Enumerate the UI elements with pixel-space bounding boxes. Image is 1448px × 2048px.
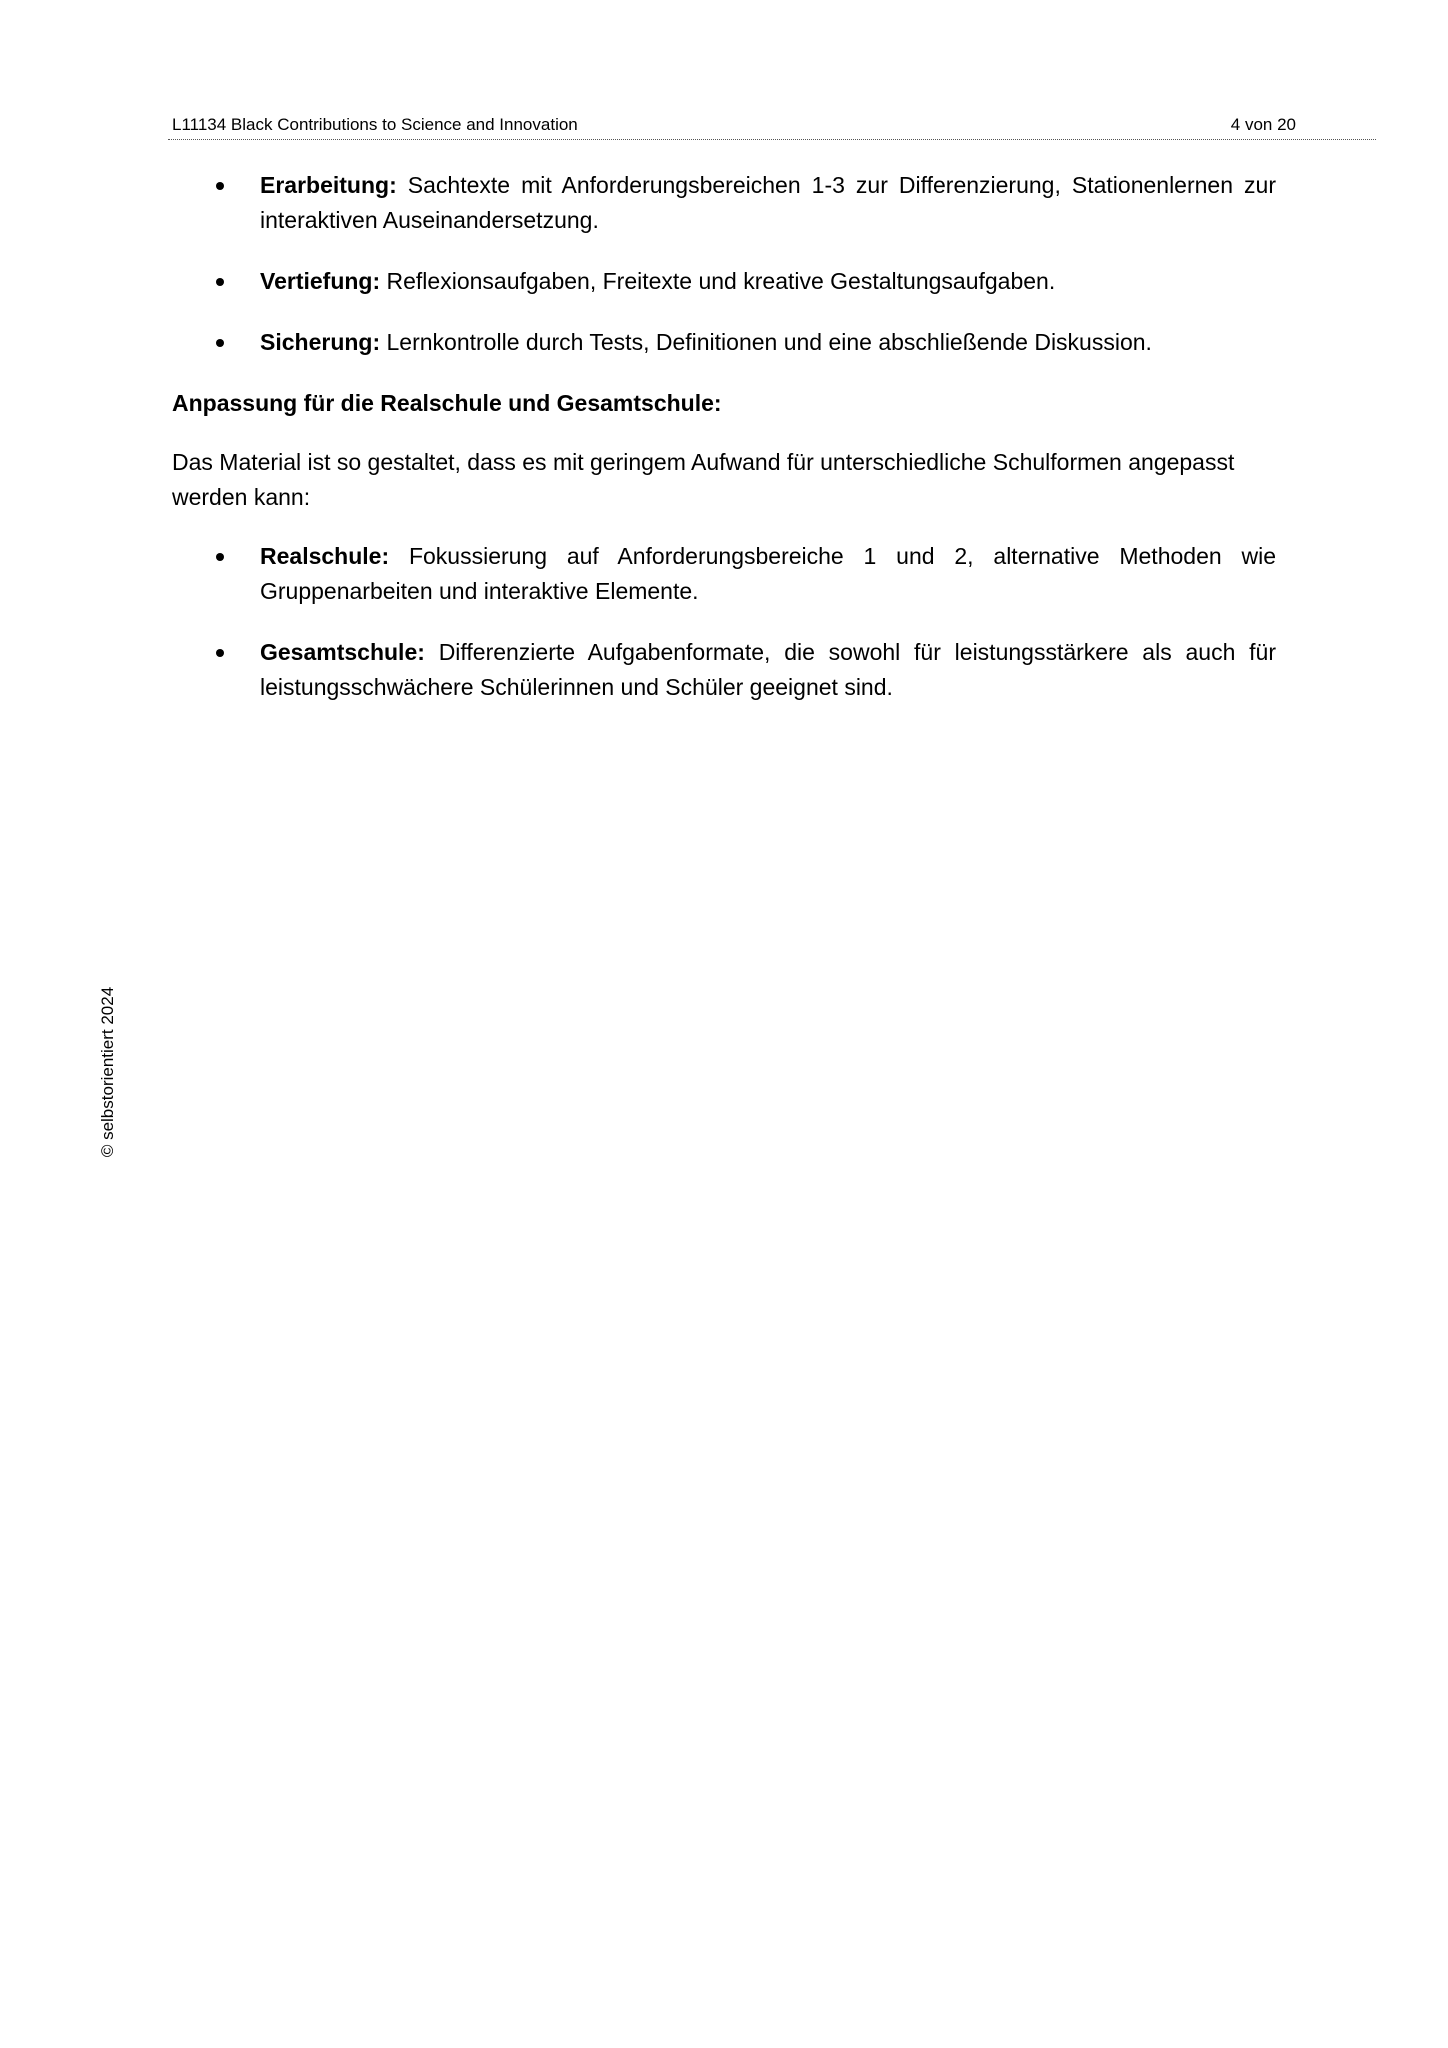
list-item-realschule <box>172 539 1276 609</box>
bullet-icon <box>216 182 224 190</box>
page-number: 4 von 20 <box>1230 115 1296 134</box>
list-item-erarbeitung <box>172 168 1276 238</box>
document-title: L11134 Black Contributions to Science and Innovation <box>172 115 578 134</box>
list-item-term: Realschule: <box>260 543 390 569</box>
bullet-icon <box>216 553 224 561</box>
list-item-vertiefung <box>172 264 1276 299</box>
section-heading: Anpassung für die Realschule und Gesamtschule: <box>172 390 722 416</box>
list-item-term: Vertiefung: <box>260 268 381 294</box>
list-item-text: Differenzierte Aufgabenformate, die sowohl für leistungsstärkere als auch für leistungsschwächere Schülerinnen und Schüler geeignet sind. <box>260 639 1276 700</box>
school-type-list <box>172 539 1276 705</box>
list-item-text: Lernkontrolle durch Tests, Definitionen und eine abschließende Diskussion. <box>380 329 1152 355</box>
bullet-icon <box>216 339 224 347</box>
list-item-term: Gesamtschule: <box>260 639 425 665</box>
page-header <box>168 115 1376 140</box>
list-item-sicherung <box>172 325 1276 360</box>
list-item-text: Reflexionsaufgaben, Freitexte und kreative Gestaltungsaufgaben. <box>380 268 1056 294</box>
list-item-term: Sicherung: <box>260 329 381 355</box>
phase-list <box>172 168 1276 360</box>
copyright-note: © selbstorientiert 2024 <box>98 986 117 1158</box>
list-item-gesamtschule <box>172 635 1276 705</box>
bullet-icon <box>216 278 224 286</box>
section-intro: Das Material ist so gestaltet, dass es mit geringem Aufwand für unterschiedliche Schulformen angepasst werden kann: <box>172 449 1235 510</box>
list-item-text: Sachtexte mit Anforderungsbereichen 1-3 zur Differenzierung, Stationenlernen zur interaktiven Auseinandersetzung. <box>260 172 1276 233</box>
bullet-icon <box>216 649 224 657</box>
document-body <box>172 168 1276 731</box>
list-item-text: Fokussierung auf Anforderungsbereiche 1 und 2, alternative Methoden wie Gruppenarbeiten und interaktive Elemente. <box>260 543 1276 604</box>
list-item-term: Erarbeitung: <box>260 172 397 198</box>
